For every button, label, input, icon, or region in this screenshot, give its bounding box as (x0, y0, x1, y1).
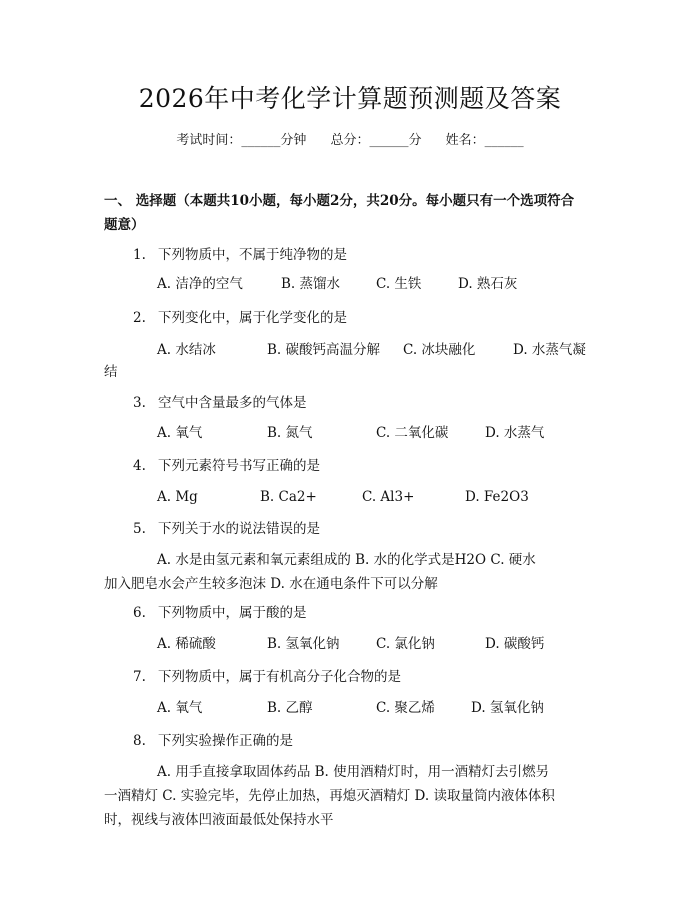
option-c: C. 生铁 (376, 276, 422, 292)
option-b: B. 碳酸钙高温分解 (267, 342, 381, 358)
option-d: D. 水蒸气凝 (513, 342, 586, 358)
option-c: C. 氯化钠 (376, 636, 435, 652)
student-name-field: 姓名：______ (445, 133, 524, 148)
option-a: A. 水结冰 (157, 342, 216, 358)
question-number: 8. (133, 733, 146, 749)
question-text: 下列物质中，属于有机高分子化合物的是 (158, 669, 401, 685)
question-number: 2. (133, 310, 146, 326)
option-b: B. 氢氧化钠 (267, 636, 340, 652)
question-stem (133, 244, 603, 266)
question-text: 下列物质中，属于酸的是 (158, 605, 307, 621)
option-line: A. 用手直接拿取固体药品 B. 使用酒精灯时，用一酒精灯去引燃另 (157, 764, 550, 780)
total-score-field: 总分：______分 (330, 133, 422, 148)
question-text: 下列物质中，不属于纯净物的是 (158, 247, 347, 263)
option-c: C. 冰块融化 (403, 342, 476, 358)
question-number: 7. (133, 669, 146, 685)
question-stem (133, 455, 603, 477)
option-b: B. Ca2+ (260, 489, 317, 505)
question-stem (133, 392, 603, 414)
question-text: 下列关于水的说法错误的是 (158, 521, 320, 537)
question-text: 下列元素符号书写正确的是 (158, 458, 320, 474)
question-stem (133, 602, 603, 624)
option-a: A. 氧气 (157, 425, 203, 441)
section-heading-line: 一、 选择题（本题共10小题，每小题2分，共20分。每小题只有一个选项符合 (104, 193, 575, 209)
question-number: 3. (133, 395, 146, 411)
question-number: 6. (133, 605, 146, 621)
option-b: B. 蒸馏水 (281, 276, 341, 292)
option-line: 时，视线与液体凹液面最低处保持水平 (104, 812, 334, 828)
question-options-wrapped (104, 548, 596, 596)
section-heading-line: 题意） (104, 217, 145, 233)
option-d: D. 熟石灰 (458, 276, 518, 292)
section-heading (104, 189, 596, 237)
option-a: A. Mg (157, 489, 198, 505)
question-number: 5. (133, 521, 146, 537)
question-stem (133, 518, 603, 540)
question-stem (133, 730, 603, 752)
question-options-continuation: 结 (104, 364, 118, 380)
question-stem (133, 307, 603, 329)
option-d: D. 水蒸气 (485, 425, 545, 441)
option-line: 一酒精灯 C. 实验完毕，先停止加热，再熄灭酒精灯 D. 读取量筒内液体体积 (104, 788, 555, 804)
exam-meta (0, 131, 700, 151)
option-d: D. 碳酸钙 (485, 636, 545, 652)
option-line: A. 水是由氢元素和氧元素组成的 B. 水的化学式是H2O C. 硬水 (157, 552, 536, 568)
option-b: B. 氮气 (267, 425, 313, 441)
option-b: B. 乙醇 (267, 700, 313, 716)
question-text: 下列实验操作正确的是 (158, 733, 293, 749)
question-options-wrapped (104, 760, 596, 832)
option-d: D. Fe2O3 (465, 489, 529, 505)
option-c: C. 二氧化碳 (376, 425, 449, 441)
option-c: C. Al3+ (362, 489, 415, 505)
option-a: A. 洁净的空气 (157, 276, 243, 292)
question-text: 空气中含量最多的气体是 (158, 395, 307, 411)
page-title: 2026年中考化学计算题预测题及答案 (138, 84, 562, 113)
exam-time-field: 考试时间：______分钟 (176, 133, 307, 148)
option-c: C. 聚乙烯 (376, 700, 435, 716)
option-a: A. 稀硫酸 (157, 636, 216, 652)
question-number: 4. (133, 458, 146, 474)
question-stem (133, 666, 603, 688)
question-number: 1. (133, 247, 146, 263)
option-a: A. 氧气 (157, 700, 203, 716)
question-text: 下列变化中，属于化学变化的是 (158, 310, 347, 326)
option-d: D. 氢氧化钠 (471, 700, 544, 716)
option-line: 加入肥皂水会产生较多泡沫 D. 水在通电条件下可以分解 (104, 576, 438, 592)
